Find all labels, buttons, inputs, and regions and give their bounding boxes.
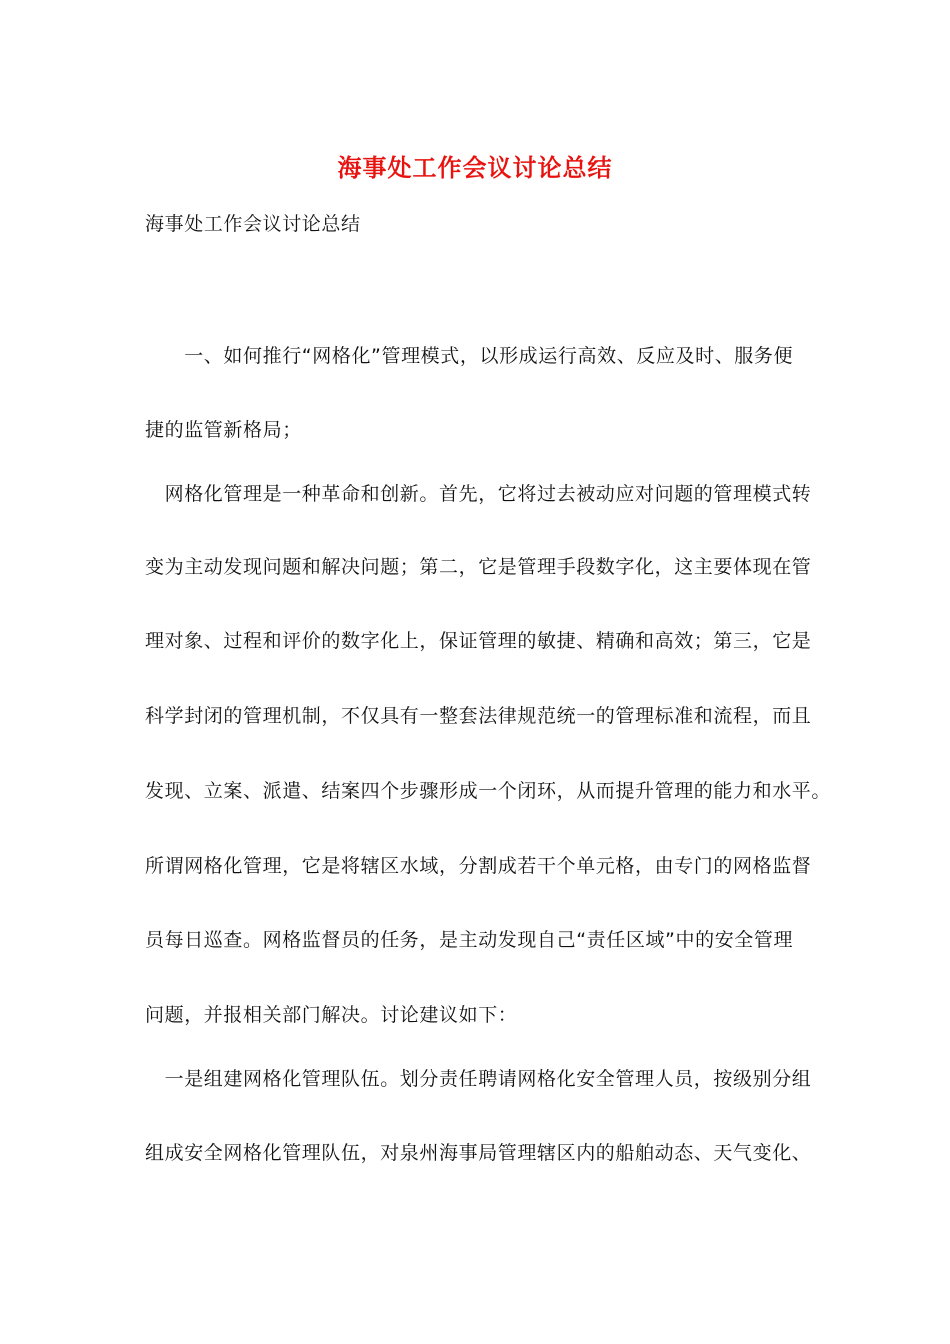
document-title: 海事处工作会议讨论总结 bbox=[337, 153, 613, 182]
paragraph-line: 所谓网格化管理，它是将辖区水域，分割成若干个单元格，由专门的网格监督 bbox=[145, 855, 812, 877]
paragraph-line: 捷的监管新格局； bbox=[145, 419, 302, 441]
paragraph-line: 问题，并报相关部门解决。讨论建议如下： bbox=[145, 1004, 518, 1026]
paragraph-line: 发现、立案、派遣、结案四个步骤形成一个闭环，从而提升管理的能力和水平。 bbox=[145, 780, 832, 802]
document-subtitle: 海事处工作会议讨论总结 bbox=[145, 213, 361, 235]
paragraph-line: 网格化管理是一种革命和创新。首先，它将过去被动应对问题的管理模式转 bbox=[145, 483, 812, 505]
paragraph-line: 一是组建网格化管理队伍。划分责任聘请网格化安全管理人员，按级别分组 bbox=[145, 1068, 812, 1090]
paragraph-line: 理对象、过程和评价的数字化上，保证管理的敏捷、精确和高效；第三，它是 bbox=[145, 630, 812, 652]
paragraph-line: 一、如何推行“网格化”管理模式，以形成运行高效、反应及时、服务便 bbox=[145, 345, 794, 367]
paragraph-line: 科学封闭的管理机制，不仅具有一整套法律规范统一的管理标准和流程，而且 bbox=[145, 705, 812, 727]
paragraph-line: 变为主动发现问题和解决问题；第二，它是管理手段数字化，这主要体现在管 bbox=[145, 556, 812, 578]
paragraph-line: 员每日巡查。网格监督员的任务，是主动发现自己“责任区域”中的安全管理 bbox=[145, 929, 794, 951]
paragraph-line: 组成安全网格化管理队伍，对泉州海事局管理辖区内的船舶动态、天气变化、 bbox=[145, 1142, 812, 1164]
